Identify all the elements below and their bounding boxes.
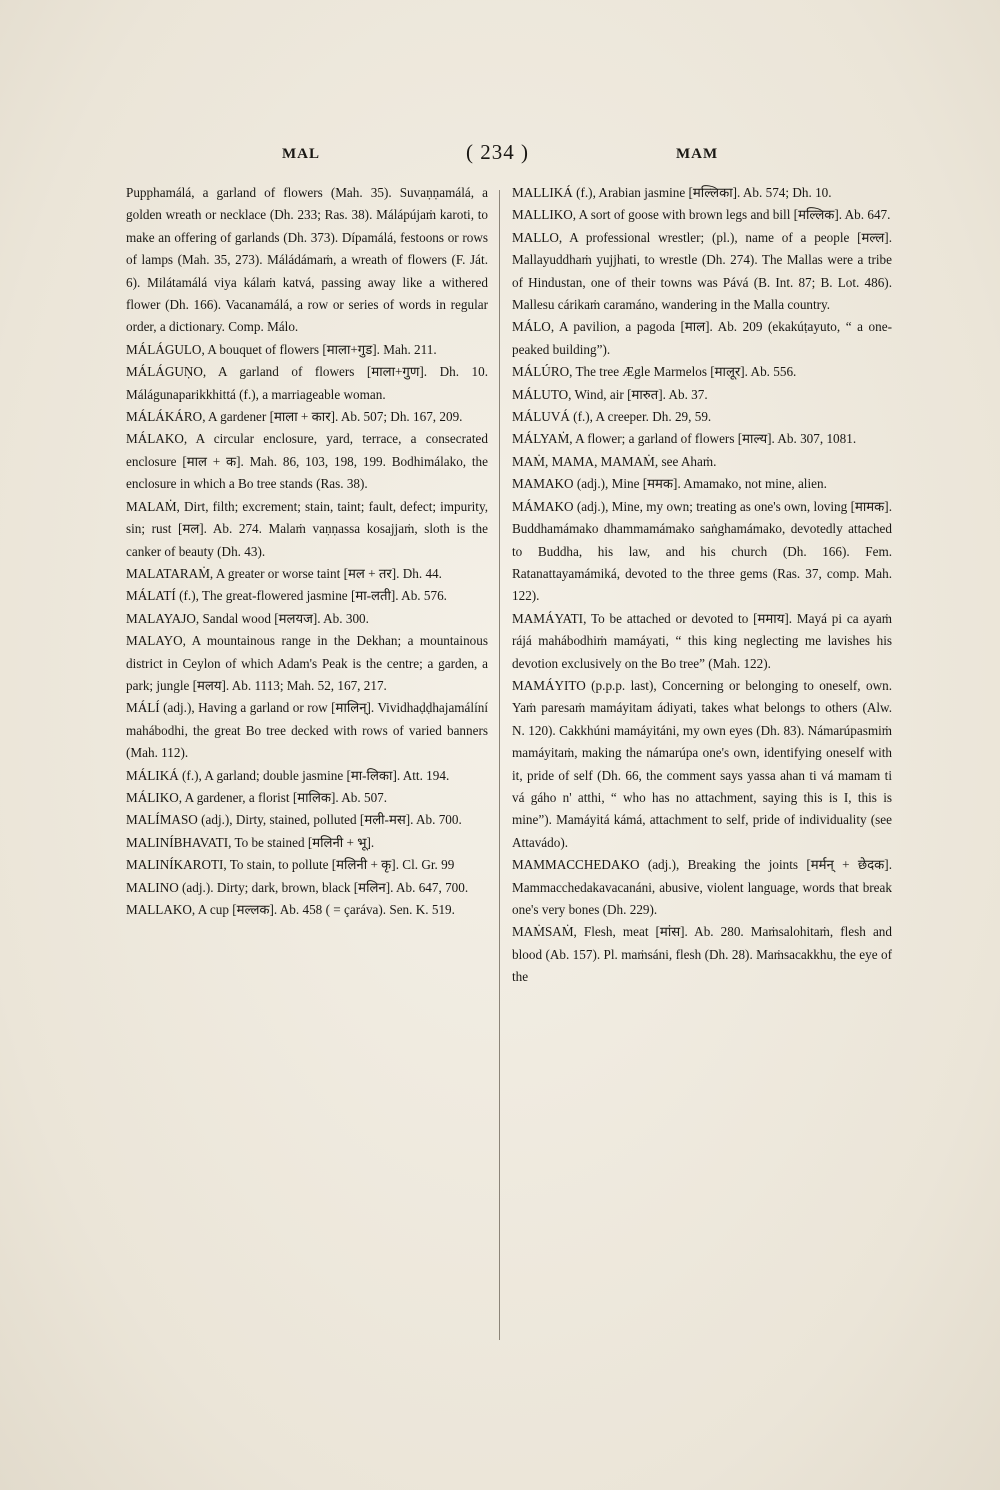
left-column (126, 182, 488, 921)
dictionary-entry: MÁLÁGULO, A bouquet of flowers [माला+गुड]. Mah. 211. (126, 341, 437, 357)
page-number: ( 234 ) (466, 140, 529, 164)
dictionary-entry: MAṀ, MAMA, MAMAṀ, see Ahaṁ. (512, 453, 717, 469)
dictionary-entry: MALAYO, A mountainous range in the Dekhan; a mountainous district in Ceylon of which Adam's Peak is the centre; a garden, a park; jungle [मलय]. Ab. 1113; Mah. 52, 167, 217. (126, 633, 488, 693)
dictionary-entry: MALLO, A professional wrestler; (pl.), name of a people [मल्ल]. Mallayuddhaṁ yujjhati, to wrestle (Dh. 274). The Mallas were a tribe of Hindustan, one of their towns was Pává (B. Int. 87; B. Lot. 486). Mallesu cárikaṁ caramáno, wandering in the Malla country. (512, 229, 892, 313)
dictionary-entry: MALÍMASO (adj.), Dirty, stained, polluted [मली-मस]. Ab. 700. (126, 812, 462, 828)
dictionary-entry: MÁMAKO (adj.), Mine, my own; treating as one's own, loving [मामक]. Buddhamámako dhammamámako saṅghamámako, devotedly attached to Buddha, his law, and his church (Dh. 166). Fem. Ratanattayamámiká, devoted to the three gems (Ras. 37, comp. Mah. 122). (512, 498, 892, 604)
header-first-word: MAL (282, 146, 320, 162)
dictionary-entry: MALINO (adj.). Dirty; dark, brown, black [मलिन]. Ab. 647, 700. (126, 879, 469, 895)
dictionary-entry: MAMAKO (adj.), Mine [ममक]. Amamako, not mine, alien. (512, 476, 827, 492)
dictionary-entry: MALLIKO, A sort of goose with brown legs and bill [मल्लिक]. Ab. 647. (512, 207, 891, 223)
dictionary-entry: MAMÁYATI, To be attached or devoted to [ममाय]. Mayá pi ca ayaṁ rájá mahábodhiṁ mamáyati, “ this king neglecting me lavishes his devotion exclusively on the Bo tree” (Mah. 122). (512, 610, 892, 671)
dictionary-entry: MÁLUTO, Wind, air [मारुत]. Ab. 37. (512, 386, 708, 402)
dictionary-entry: MALATARAṀ, A greater or worse taint [मल + तर]. Dh. 44. (126, 565, 442, 581)
running-header (0, 138, 1000, 174)
dictionary-entry: MÁLUVÁ (f.), A creeper. Dh. 29, 59. (512, 409, 712, 425)
column-divider (499, 190, 500, 1340)
dictionary-entry: MALAṀ, Dirt, filth; excrement; stain, taint; fault, defect; impurity, sin; rust [मल]. Ab. 274. Malaṁ vaṇṇassa kosajjaṁ, sloth is the canker of beauty (Dh. 43). (126, 498, 488, 559)
dictionary-entry: MALINÍBHAVATI, To be stained [मलिनी + भू]. (126, 834, 375, 850)
dictionary-entry: MAṀSAṀ, Flesh, meat [मांस]. Ab. 280. Maṁsalohitaṁ, flesh and blood (Ab. 157). Pl. maṁsáni, flesh (Dh. 28). Maṁsacakkhu, the eye of the (512, 924, 892, 985)
dictionary-entry: MÁLIKÁ (f.), A garland; double jasmine [मा-लिका]. Att. 194. (126, 767, 450, 783)
dictionary-entry: MALAYAJO, Sandal wood [मलयज]. Ab. 300. (126, 610, 369, 626)
dictionary-entry: MÁLAKO, A circular enclosure, yard, terrace, a consecrated enclosure [माल + क]. Mah. 86, 103, 198, 199. Bodhimálako, the enclosure in which a Bo tree stands (Ras. 38). (126, 431, 488, 492)
dictionary-entry: MALINÍKAROTI, To stain, to pollute [मलिनी + कृ]. Cl. Gr. 99 (126, 857, 455, 873)
dictionary-entry: MALLAKO, A cup [मल्लक]. Ab. 458 ( = çaráva). Sen. K. 519. (126, 902, 455, 917)
header-last-word: MAM (676, 146, 719, 162)
dictionary-entry: Pupphamálá, a garland of flowers (Mah. 35). Suvaṇṇamálá, a golden wreath or necklace (Dh. 233; Ras. 38). Málápújaṁ karoti, to make an offering of garlands (Dh. 373). Dípamálá, festoons or rows of lamps (Mah. 35, 273). Máládámaṁ, a wreath of flowers (F. Ját. 6). Milátamálá viya kálaṁ katvá, passing away like a withered flower (Dh. 166). Vacanamálá, a row or series of words in regular order, a dictionary. Comp. Málo. (126, 185, 488, 335)
dictionary-entry: MAMÁYITO (p.p.p. last), Concerning or belonging to oneself, own. Yaṁ paresaṁ mamáyitam ádiyati, takes what belongs to others (Alw. N. 120). Cakkhúni mamáyitáni, my own eyes (Dh. 83). Námarúpasmiṁ mamáyitaṁ, making the námarúpa one's own, identifying oneself with it, pride of self (Dh. 66, the comment says yassa ahan ti vá mamam ti vá gáho n' atthi, “ who has no attachment, saying this is I, this is mine”). Mamáyitá kámá, attachment to self, pride of individuality (see Attavádo). (512, 677, 892, 850)
dictionary-entry: MALLIKÁ (f.), Arabian jasmine [मल्लिका]. Ab. 574; Dh. 10. (512, 185, 832, 200)
dictionary-entry: MÁLO, A pavilion, a pagoda [माल]. Ab. 209 (ekakúṭayuto, “ a one-peaked building”). (512, 319, 892, 357)
right-column (512, 182, 892, 989)
dictionary-entry: MÁLIKO, A gardener, a florist [मालिक]. Ab. 507. (126, 789, 388, 805)
dictionary-entry: MÁLÍ (adj.), Having a garland or row [मालिन्]. Vividhaḍḍhajamálíní mahábodhi, the great Bo tree decked with rows of varied banners (Mah. 112). (126, 700, 488, 761)
dictionary-entry: MÁLÁGUṆO, A garland of flowers [माला+गुण]. Dh. 10. Málágunaparikkhittá (f.), a marriageable woman. (126, 364, 488, 402)
dictionary-entry: MÁLÚRO, The tree Ægle Marmelos [मालूर]. Ab. 556. (512, 364, 797, 380)
dictionary-entry: MÁLYAṀ, A flower; a garland of flowers [माल्य]. Ab. 307, 1081. (512, 431, 857, 447)
dictionary-entry: MÁLÁKÁRO, A gardener [माला + कार]. Ab. 507; Dh. 167, 209. (126, 409, 463, 425)
dictionary-entry: MAMMACCHEDAKO (adj.), Breaking the joints [मर्मन् + छेदक]. Mammacchedakavacanáni, abusive, violent language, words that break one's very bones (Dh. 229). (512, 857, 892, 917)
dictionary-entry: MÁLATÍ (f.), The great-flowered jasmine [मा-लती]. Ab. 576. (126, 588, 447, 604)
